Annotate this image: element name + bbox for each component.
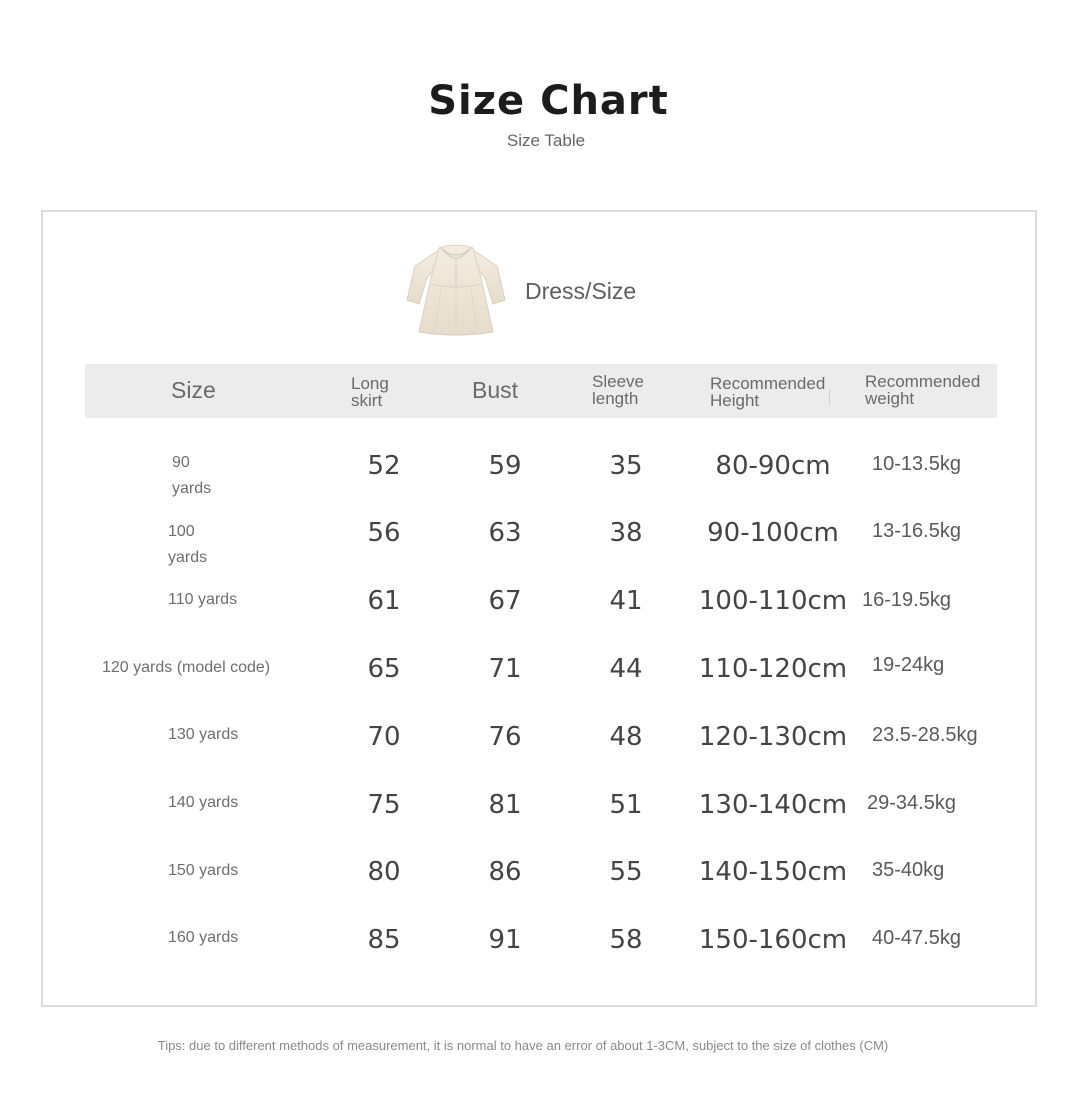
col-header-recommended-weight: Recommended weight xyxy=(865,372,981,408)
cell-weight: 35-40kg xyxy=(872,859,945,881)
header-divider xyxy=(829,389,830,405)
col-header-sleeve-length: Sleeve length xyxy=(592,372,644,408)
cell-bust: 67 xyxy=(488,586,522,616)
cell-weight: 40-47.5kg xyxy=(872,927,961,949)
cell-bust: 76 xyxy=(488,722,522,752)
cell-long-skirt: 85 xyxy=(367,925,401,955)
cell-weight: 16-19.5kg xyxy=(862,589,951,611)
cell-height: 80-90cm xyxy=(715,451,831,481)
col-header-size: Size xyxy=(171,377,216,403)
col-header-long-skirt: Long skirt xyxy=(351,374,389,410)
cell-sleeve: 51 xyxy=(609,790,643,820)
cell-sleeve: 35 xyxy=(609,451,643,481)
cell-height: 120-130cm xyxy=(698,722,848,752)
cell-bust: 81 xyxy=(488,790,522,820)
row-size-label: 90 yards xyxy=(172,454,212,497)
cell-weight: 29-34.5kg xyxy=(867,792,956,814)
cell-sleeve: 58 xyxy=(609,925,643,955)
cell-height: 140-150cm xyxy=(698,857,848,887)
cell-bust: 71 xyxy=(488,654,522,684)
cell-weight: 10-13.5kg xyxy=(872,453,961,475)
row-size-label: 150 yards xyxy=(168,862,239,879)
row-size-label: 130 yards xyxy=(168,726,239,743)
cell-height: 100-110cm xyxy=(698,586,848,616)
product-label: Dress/Size xyxy=(525,278,637,304)
row-size-label: 160 yards xyxy=(168,929,239,946)
row-size-label: 120 yards (model code) xyxy=(102,659,271,676)
cell-long-skirt: 52 xyxy=(367,451,401,481)
dress-icon xyxy=(401,238,511,338)
table-header xyxy=(85,364,997,418)
cell-bust: 86 xyxy=(488,857,522,887)
cell-sleeve: 38 xyxy=(609,518,643,548)
cell-height: 110-120cm xyxy=(698,654,848,684)
row-size-label: 100 yards xyxy=(168,523,208,566)
cell-weight: 13-16.5kg xyxy=(872,520,961,542)
cell-weight: 23.5-28.5kg xyxy=(872,724,978,746)
cell-height: 90-100cm xyxy=(707,518,839,548)
cell-sleeve: 48 xyxy=(609,722,643,752)
cell-weight: 19-24kg xyxy=(872,654,945,676)
cell-long-skirt: 56 xyxy=(367,518,401,548)
cell-height: 150-160cm xyxy=(698,925,848,955)
col-header-bust: Bust xyxy=(472,377,519,403)
row-size-label: 140 yards xyxy=(168,794,239,811)
cell-height: 130-140cm xyxy=(698,790,848,820)
cell-long-skirt: 61 xyxy=(367,586,401,616)
cell-long-skirt: 70 xyxy=(367,722,401,752)
cell-bust: 59 xyxy=(488,451,522,481)
col-header-recommended-height: Recommended Height xyxy=(710,374,826,410)
footer-tips: Tips: due to different methods of measurement, it is normal to have an error of about 1-3CM, subject to the size of clothes (CM) xyxy=(157,1038,889,1053)
page-subtitle: Size Table xyxy=(506,131,586,150)
cell-long-skirt: 65 xyxy=(367,654,401,684)
page-title: Size Chart xyxy=(428,78,669,124)
cell-sleeve: 41 xyxy=(609,586,643,616)
cell-sleeve: 44 xyxy=(609,654,643,684)
cell-bust: 63 xyxy=(488,518,522,548)
row-size-label: 110 yards xyxy=(168,591,238,608)
cell-bust: 91 xyxy=(488,925,522,955)
cell-long-skirt: 75 xyxy=(367,790,401,820)
cell-long-skirt: 80 xyxy=(367,857,401,887)
cell-sleeve: 55 xyxy=(609,857,643,887)
